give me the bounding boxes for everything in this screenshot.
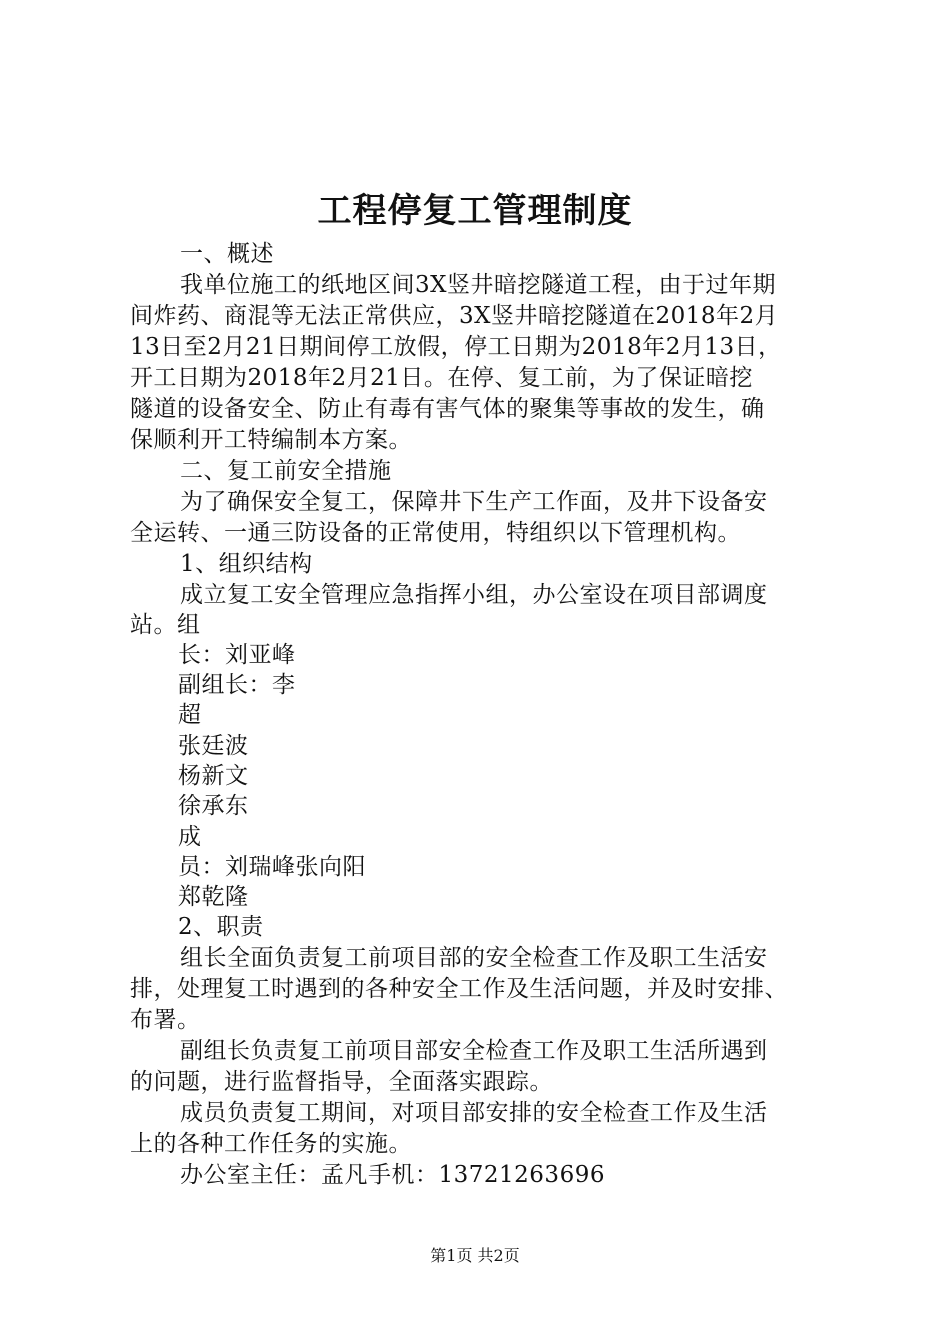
paragraph-line: 为了确保安全复工，保障井下生产工作面，及井下设备安 — [180, 489, 768, 515]
member-line: 张廷波 — [178, 733, 249, 759]
heading-organization: 1、组织结构 — [180, 551, 313, 577]
paragraph-line: 间炸药、商混等无法正常供应，3X竖井暗挖隧道在2018年2月 — [130, 303, 779, 329]
paragraph-line: 组长全面负责复工前项目部的安全检查工作及职工生活安 — [180, 945, 768, 971]
paragraph-line: 排，处理复工时遇到的各种安全工作及生活问题，并及时安排、 — [130, 976, 788, 1002]
paragraph-line: 开工日期为2018年2月21日。在停、复工前，为了保证暗挖 — [130, 365, 753, 391]
heading-overview: 一、概述 — [180, 241, 274, 267]
member-line: 副组长：李 — [178, 672, 296, 698]
member-line: 郑乾隆 — [178, 884, 249, 910]
paragraph-line: 成员负责复工期间，对项目部安排的安全检查工作及生活 — [180, 1100, 768, 1126]
paragraph-line: 布署。 — [130, 1007, 201, 1033]
heading-safety-measures: 二、复工前安全措施 — [180, 458, 392, 484]
member-line: 超 — [178, 702, 202, 728]
paragraph-line: 上的各种工作任务的实施。 — [130, 1131, 412, 1157]
paragraph-line: 成立复工安全管理应急指挥小组，办公室设在项目部调度 — [180, 582, 768, 608]
member-line: 长：刘亚峰 — [178, 642, 296, 668]
paragraph-line: 全运转、一通三防设备的正常使用，特组织以下管理机构。 — [130, 520, 741, 546]
paragraph-line: 保顺利开工特编制本方案。 — [130, 427, 412, 453]
paragraph-line: 的问题，进行监督指导，全面落实跟踪。 — [130, 1069, 553, 1095]
member-line: 成 — [178, 824, 202, 850]
member-line: 杨新文 — [178, 763, 249, 789]
contact-line: 办公室主任：孟凡手机：13721263696 — [180, 1162, 605, 1188]
paragraph-line: 副组长负责复工前项目部安全检查工作及职工生活所遇到 — [180, 1038, 768, 1064]
paragraph-line: 隧道的设备安全、防止有毒有害气体的聚集等事故的发生，确 — [130, 396, 765, 422]
page-number: 第1页 共2页 — [430, 1246, 520, 1265]
paragraph-line: 13日至2月21日期间停工放假，停工日期为2018年2月13日， — [130, 334, 782, 360]
paragraph-line: 站。组 — [130, 612, 201, 638]
paragraph-line: 我单位施工的纸地区间3X竖井暗挖隧道工程，由于过年期 — [180, 272, 777, 298]
document-title: 工程停复工管理制度 — [317, 191, 633, 231]
member-line: 员：刘瑞峰张向阳 — [178, 854, 366, 880]
member-line: 徐承东 — [178, 793, 249, 819]
heading-duties: 2、职责 — [178, 914, 264, 940]
